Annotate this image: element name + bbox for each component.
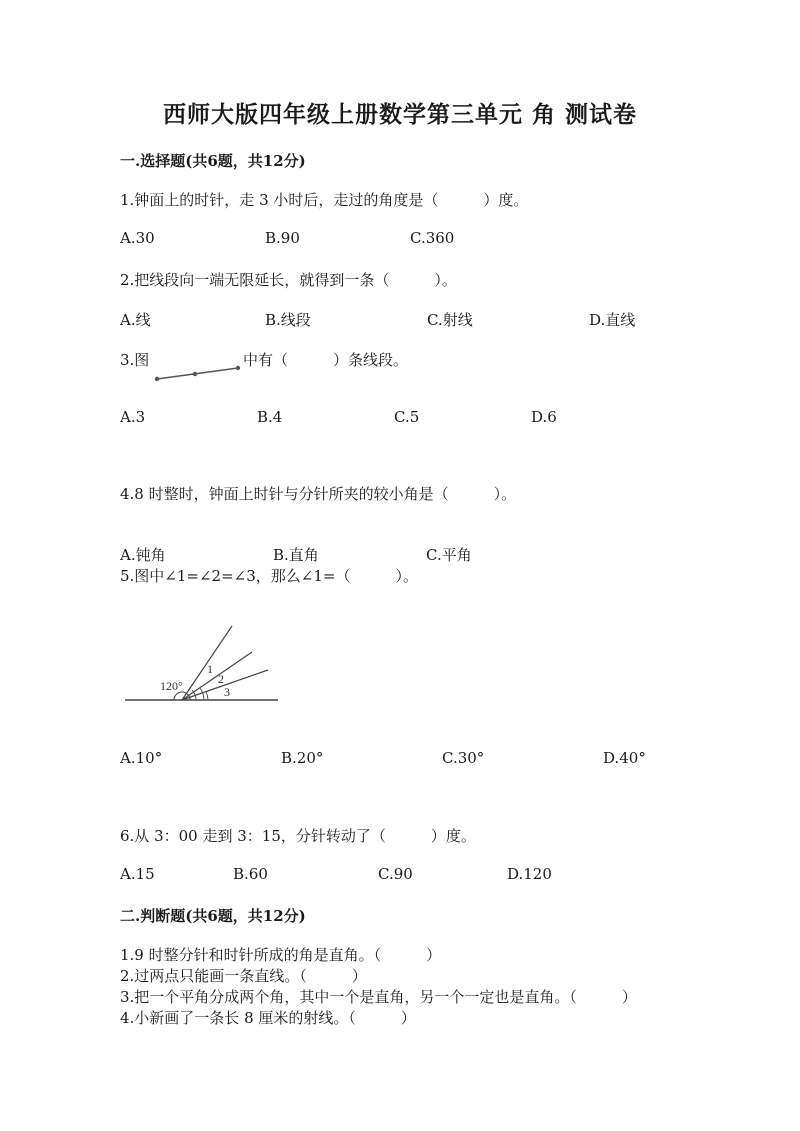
option-a[interactable]: A.3: [120, 408, 146, 426]
judgement-1-text: 1.9 时整分针和时针所成的角是直角。（ ）: [120, 946, 442, 964]
option-c[interactable]: C.90: [378, 865, 413, 883]
option-b[interactable]: B.直角: [273, 546, 319, 564]
option-b[interactable]: B.60: [233, 865, 268, 883]
line-segment-figure: [150, 362, 245, 384]
angle-120-label: 120°: [160, 679, 183, 693]
angle-2-label: 2: [218, 672, 224, 686]
option-a[interactable]: A.30: [120, 229, 155, 247]
angle-1-label: 1: [207, 662, 213, 676]
option-b[interactable]: B.4: [257, 408, 283, 426]
option-d[interactable]: D.直线: [589, 311, 636, 329]
judgement-4-text: 4.小新画了一条长 8 厘米的射线。（ ）: [120, 1009, 416, 1027]
question-5-text: 5.图中∠1=∠2=∠3，那么∠1=（ ）。: [120, 567, 418, 585]
option-b[interactable]: B.20°: [281, 749, 324, 767]
section-heading-judgement: 二.判断题(共6题，共12分): [120, 907, 306, 925]
option-d[interactable]: D.40°: [603, 749, 646, 767]
angle-figure: [120, 620, 285, 710]
option-d[interactable]: D.120: [507, 865, 552, 883]
option-d[interactable]: D.6: [531, 408, 557, 426]
question-1-text: 1.钟面上的时针，走 3 小时后，走过的角度是（ ）度。: [120, 191, 529, 209]
option-b[interactable]: B.线段: [265, 311, 311, 329]
judgement-2-text: 2.过两点只能画一条直线。（ ）: [120, 967, 367, 985]
question-4-text: 4.8 时整时，钟面上时针与分针所夹的较小角是（ ）。: [120, 485, 517, 503]
option-a[interactable]: A.线: [120, 311, 151, 329]
option-a[interactable]: A.15: [120, 865, 155, 883]
option-a[interactable]: A.钝角: [120, 546, 166, 564]
option-b[interactable]: B.90: [265, 229, 300, 247]
section-heading-choice: 一.选择题(共6题，共12分): [120, 152, 306, 170]
question-6-text: 6.从 3：00 走到 3：15，分针转动了（ ）度。: [120, 827, 476, 845]
question-3-text-post: 中有（ ）条线段。: [243, 351, 409, 369]
question-2-text: 2.把线段向一端无限延长，就得到一条（ ）。: [120, 271, 457, 289]
angle-3-label: 3: [224, 685, 230, 699]
option-c[interactable]: C.30°: [442, 749, 485, 767]
judgement-3-text: 3.把一个平角分成两个角，其中一个是直角，另一个一定也是直角。（ ）: [120, 988, 637, 1006]
option-c[interactable]: C.射线: [427, 311, 473, 329]
option-c[interactable]: C.360: [410, 229, 455, 247]
option-a[interactable]: A.10°: [120, 749, 163, 767]
question-3-text-pre: 3.图: [120, 351, 150, 369]
option-c[interactable]: C.5: [394, 408, 420, 426]
option-c[interactable]: C.平角: [426, 546, 472, 564]
page-title: 西师大版四年级上册数学第三单元 角 测试卷: [162, 101, 637, 128]
